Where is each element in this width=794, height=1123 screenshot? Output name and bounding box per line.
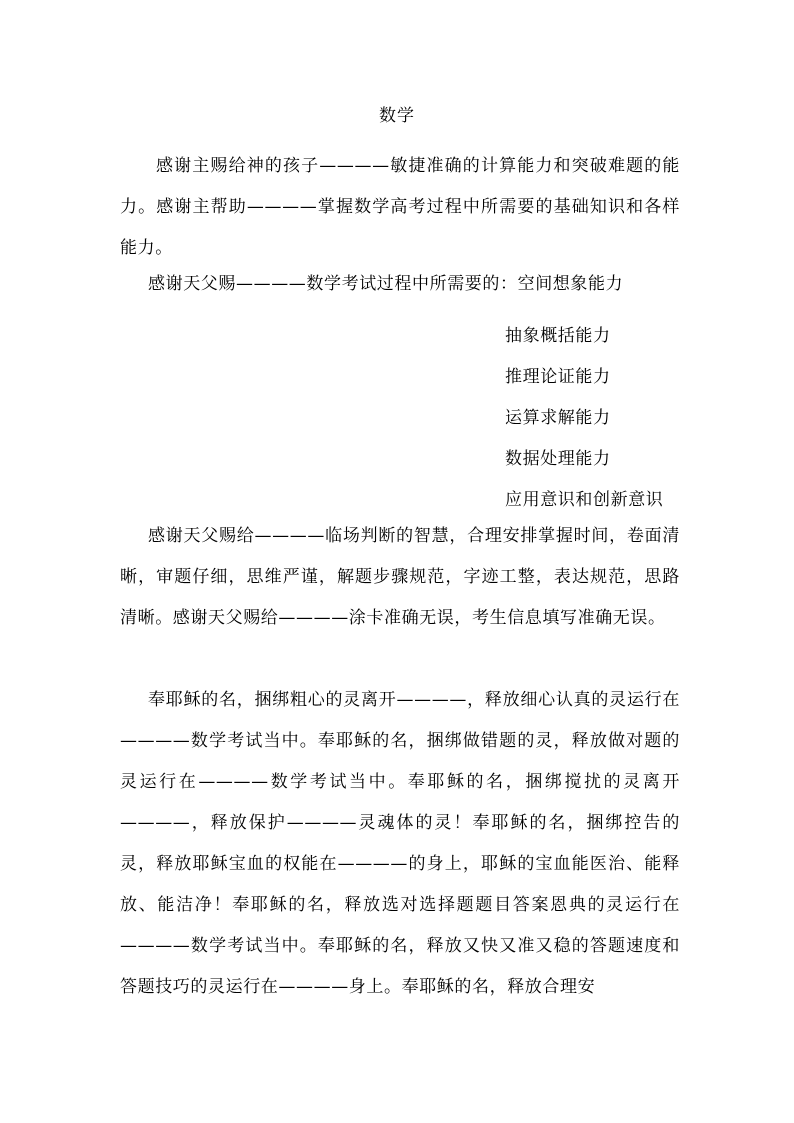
- ability-item: 推理论证能力: [505, 367, 611, 387]
- ability-item: 应用意识和创新意识: [505, 490, 664, 510]
- ability-item: 数据处理能力: [505, 449, 611, 469]
- paragraph-thanks-ability: 感谢主赐给神的孩子————敏捷准确的计算能力和突破难题的能力。感谢主帮助————掌握数学高考过程中所需要的基础知识和各样能力。: [120, 156, 680, 258]
- paragraph-prayer: 奉耶稣的名，捆绑粗心的灵离开————，释放细心认真的灵运行在————数学考试当中。奉耶稣的名，捆绑做错题的灵，释放做对题的灵运行在————数学考试当中。奉耶稣的名，捆绑搅扰的灵离开————，释放保护————灵魂体的灵！奉耶稣的名，捆绑控告的灵，释放耶稣宝血的权能在————的身上，耶稣的宝血能医治、能释放、能洁净！奉耶稣的名，释放选对选择题题目答案恩典的灵运行在————数学考试当中。奉耶稣的名，释放又快又准又稳的答题速度和答题技巧的灵运行在————身上。奉耶稣的名，释放合理安: [120, 690, 680, 997]
- ability-list: [505, 316, 663, 521]
- ability-item: 抽象概括能力: [505, 326, 611, 346]
- paragraph-thanks-exam-abilities: 感谢天父赐————数学考试过程中所需要的：空间想象能力: [148, 274, 624, 294]
- paragraph-thanks-wisdom: 感谢天父赐给————临场判断的智慧，合理安排掌握时间，卷面清晰，审题仔细，思维严谨，解题步骤规范，字迹工整，表达规范，思路清晰。感谢天父赐给————涂卡准确无误，考生信息填写准确无误。: [120, 526, 680, 628]
- page-title: 数学: [379, 106, 415, 126]
- ability-item: 运算求解能力: [505, 408, 611, 428]
